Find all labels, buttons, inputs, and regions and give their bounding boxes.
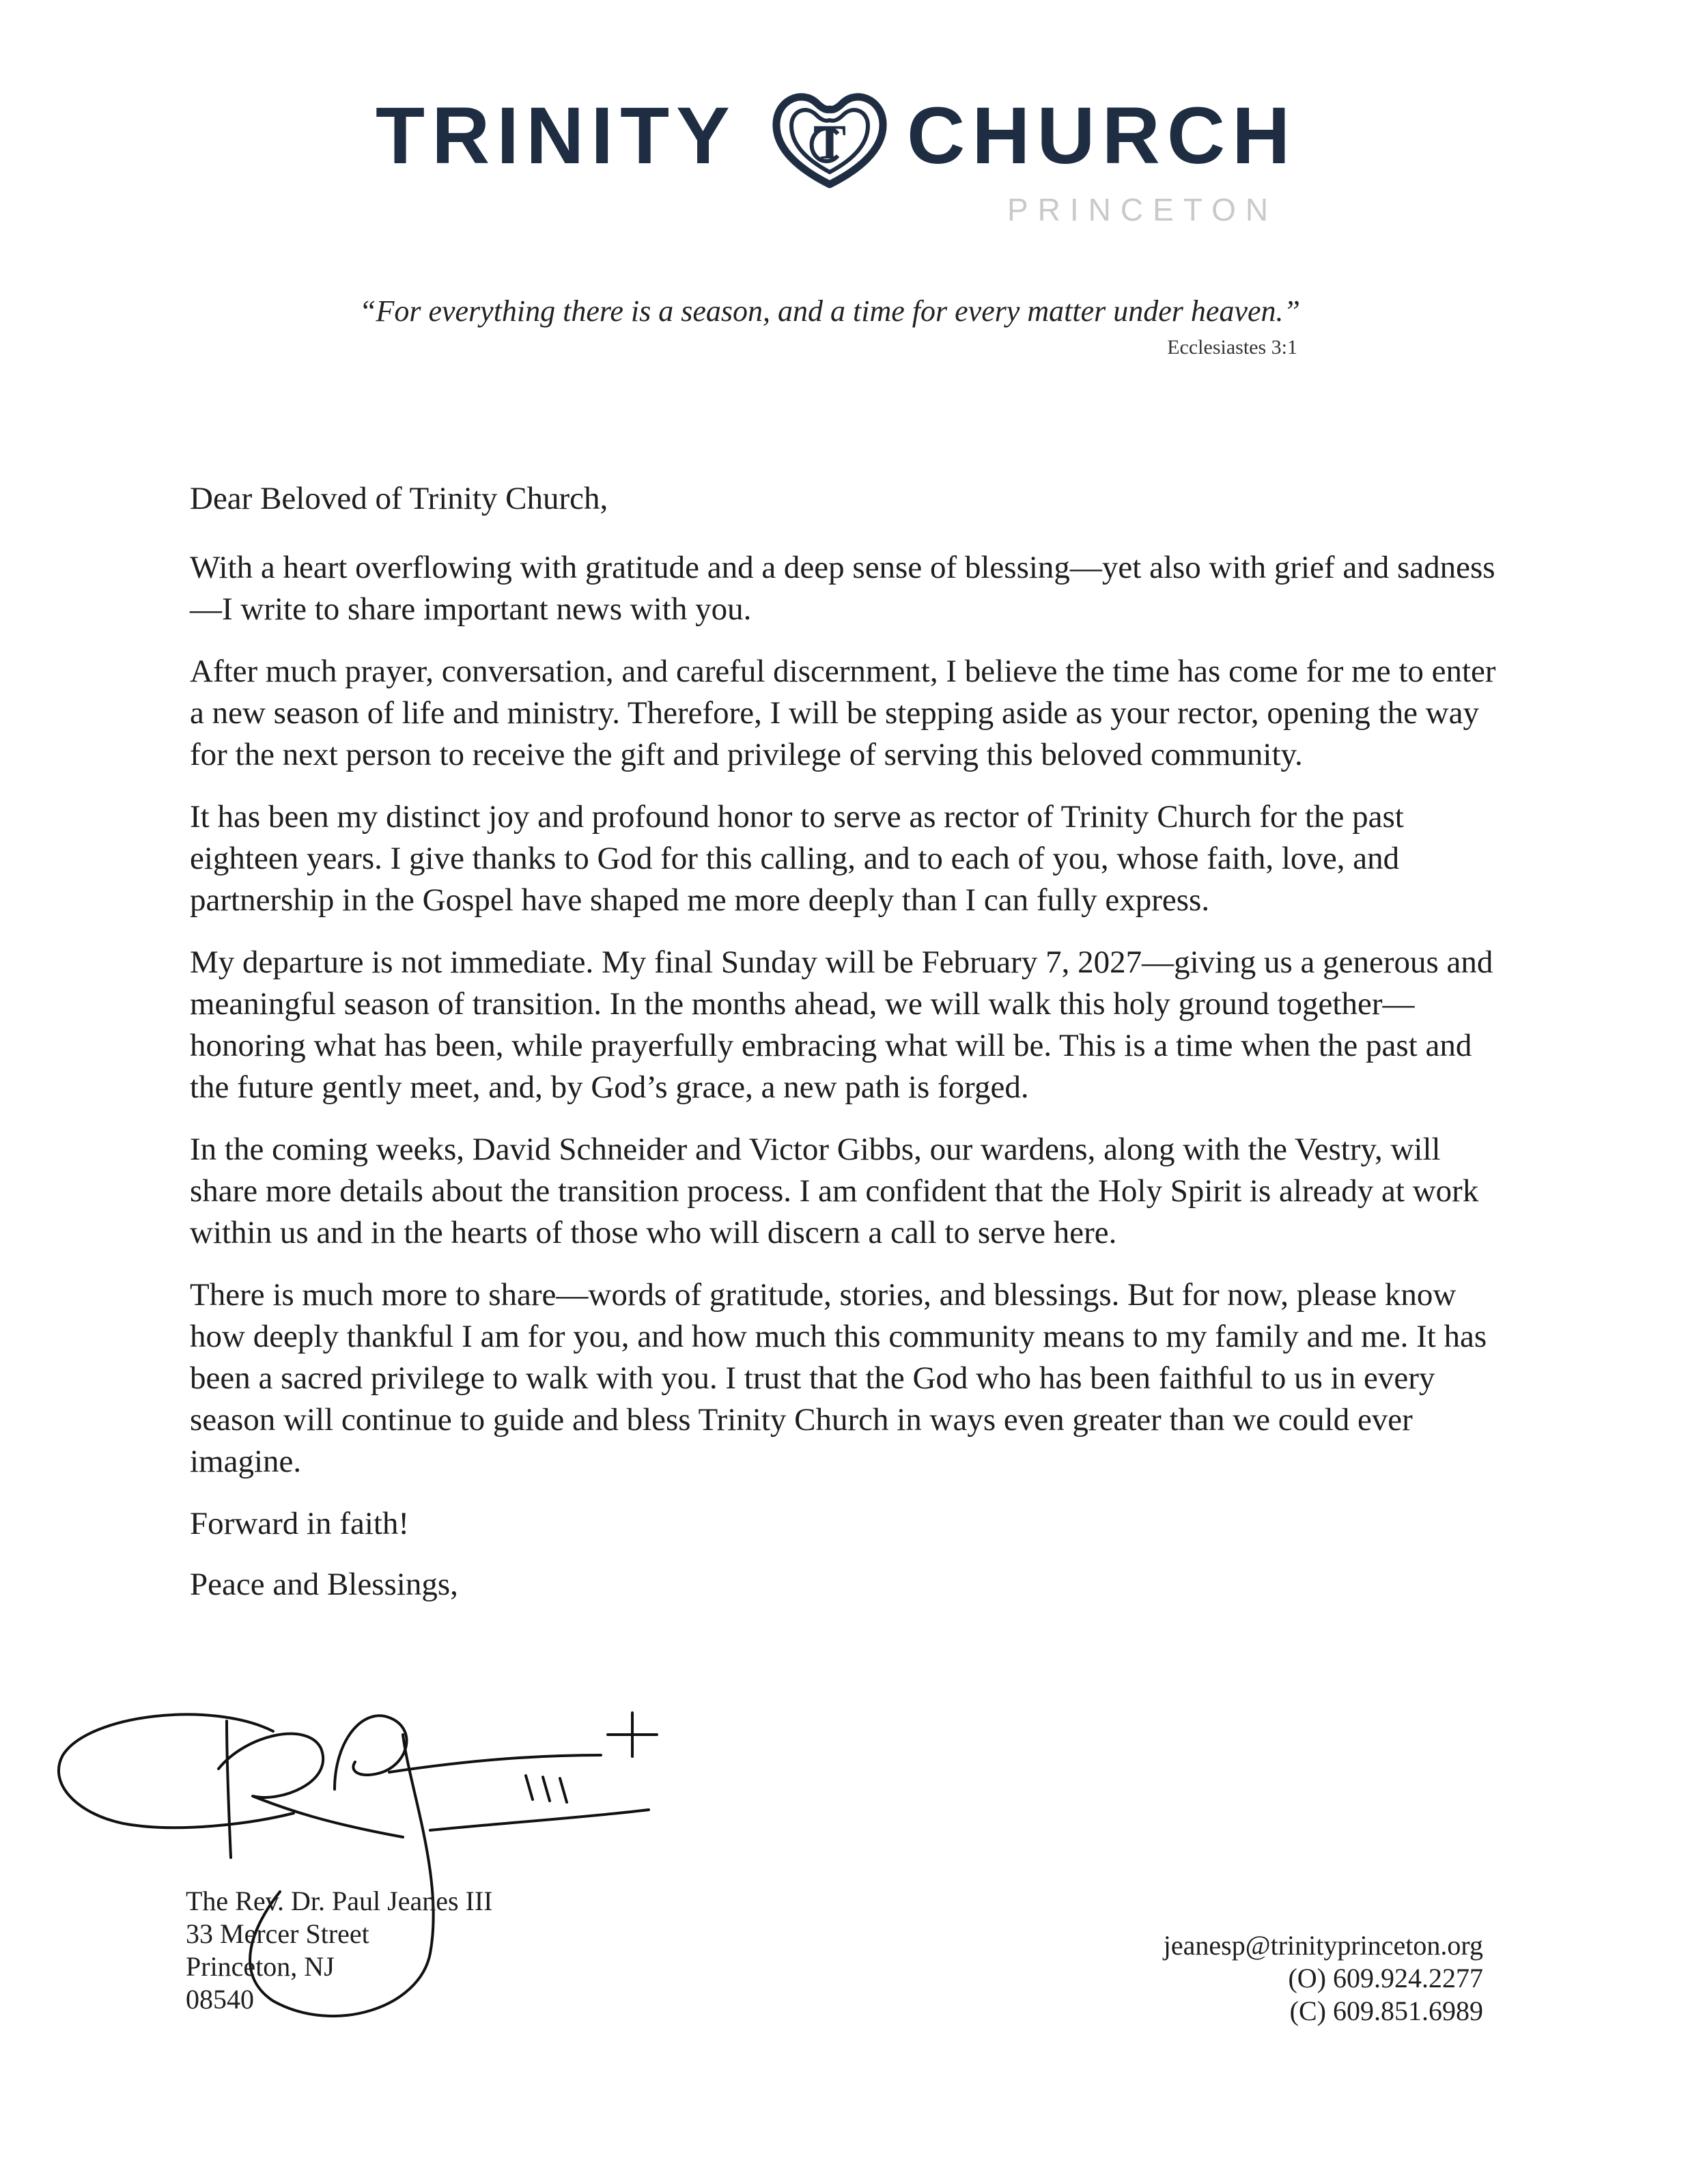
letterhead bbox=[376, 82, 1332, 232]
epigraph-quote: “For everything there is a season, and a time for every matter under heaven.” bbox=[359, 294, 1300, 328]
letterhead-word-trinity: TRINITY bbox=[376, 91, 737, 181]
paragraph: With a heart overflowing with gratitude and a deep sense of blessing—yet also with grief and sadness—I write to share important news with you. bbox=[190, 550, 1495, 627]
paragraph: There is much more to share—words of gratitude, stories, and blessings. But for now, please know how deeply thankful I am for you, and how much this community means to my family and me. It has been a sacred privilege to walk with you. I trust that the God who has been faithful to us in every season will continue to guide and bless Trinity Church in ways even greater than we could ever imagine. bbox=[190, 1277, 1487, 1479]
paragraph: It has been my distinct joy and profound honor to serve as rector of Trinity Church for the past eighteen years. I give thanks to God for this calling, and to each of you, whose faith, love, and partnership in the Gospel have shaped me more deeply than I can fully express. bbox=[190, 799, 1404, 918]
sender-street: 33 Mercer Street bbox=[186, 1918, 369, 1949]
paragraph: My departure is not immediate. My final Sunday will be February 7, 2027—giving us a generous and meaningful season of transition. In the months ahead, we will walk this holy ground together—honoring what has been, while prayerfully embracing what will be. This is a time when the past and the future gently meet, and, by God’s grace, a new path is forged. bbox=[190, 944, 1493, 1105]
svg-text:T: T bbox=[813, 115, 847, 169]
paragraph: In the coming weeks, David Schneider and Victor Gibbs, our wardens, along with the Vestry, will share more details about the transition process. I am confident that the Holy Spirit is already at work within us and in the hearts of those who will discern a call to serve here. bbox=[190, 1132, 1479, 1250]
sender-zip: 08540 bbox=[186, 1984, 254, 2015]
sender-address bbox=[186, 1885, 493, 2016]
contact-office-phone: (O) 609.924.2277 bbox=[1288, 1963, 1483, 1993]
closing-signoff: Peace and Blessings, bbox=[190, 1567, 458, 1602]
closing-line: Forward in faith! bbox=[190, 1506, 410, 1541]
paragraph: After much prayer, conversation, and careful discernment, I believe the time has come for me to enter a new season of life and ministry. Therefore, I will be stepping aside as your rector, opening the way for the next person to receive the gift and privilege of serving this beloved community. bbox=[190, 654, 1496, 772]
letter-body bbox=[190, 478, 1515, 1626]
contact-info bbox=[1164, 1929, 1483, 2028]
sender-name: The Rev. Dr. Paul Jeanes III bbox=[186, 1886, 493, 1916]
sender-city: Princeton, NJ bbox=[186, 1951, 335, 1982]
salutation: Dear Beloved of Trinity Church, bbox=[190, 481, 608, 516]
letterhead-word-church: CHURCH bbox=[907, 91, 1297, 181]
contact-email[interactable]: jeanesp@trinityprinceton.org bbox=[1163, 1930, 1483, 1961]
trinity-heart-monogram-icon bbox=[761, 82, 898, 191]
letterhead-sublabel: PRINCETON bbox=[1007, 192, 1278, 227]
contact-cell-phone: (C) 609.851.6989 bbox=[1289, 1996, 1483, 2026]
epigraph-citation: Ecclesiastes 3:1 bbox=[1167, 336, 1297, 359]
